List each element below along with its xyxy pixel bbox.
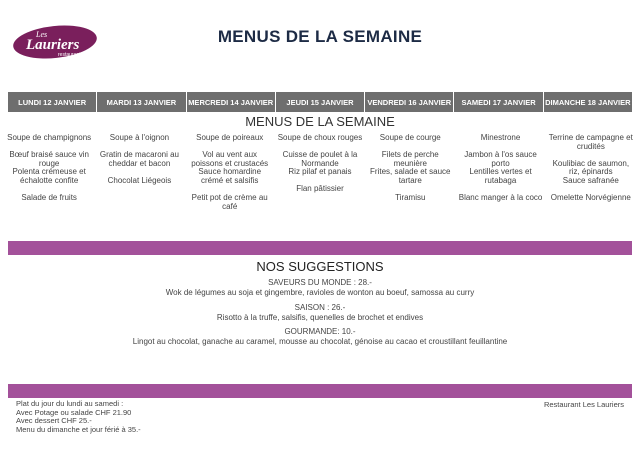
day-header: LUNDI 12 JANVIER (8, 92, 96, 112)
logo-line3: restaurant (58, 52, 81, 58)
day-header: MARDI 13 JANVIER (97, 92, 185, 112)
menu-dish: Omelette Norvégienne (550, 192, 631, 202)
menu-column (455, 134, 545, 220)
divider-band-bottom (8, 384, 632, 398)
menu-dish: Chocolat Liégeois (107, 175, 172, 185)
day-header: DIMANCHE 18 JANVIER (544, 92, 632, 112)
footer-restaurant-name: Restaurant Les Lauriers (543, 400, 624, 409)
menu-dish: Soupe à l'oignon (109, 133, 170, 142)
day-header: SAMEDI 17 JANVIER (454, 92, 542, 112)
menu-dish: Tiramisu (395, 192, 426, 202)
menu-column (365, 134, 455, 220)
menu-dish: Polenta crémeuse et échalotte confite (12, 167, 86, 185)
menu-column (275, 134, 365, 220)
logo-line2: Lauriers (26, 37, 80, 53)
suggestion-text: Risotto à la truffe, salsifis, quenelles de brochet et endives (216, 312, 424, 322)
page-title: MENUS DE LA SEMAINE (217, 27, 423, 46)
suggestion-text: Wok de légumes au soja et gingembre, ravioles de wonton au boeuf, samossa au curry (165, 287, 475, 297)
menu-dish: Sauce homardine (198, 167, 262, 177)
footer-prices (16, 400, 141, 434)
restaurant-logo (12, 24, 98, 60)
day-header-row (8, 92, 632, 112)
menu-dish: Gratin de macaroni au cheddar et bacon (99, 150, 179, 168)
menu-dish: Soupe de choux rouges (277, 133, 363, 142)
menu-column (185, 134, 275, 220)
suggestions-title: NOS SUGGESTIONS (256, 259, 384, 274)
menu-dish: Salade de fruits (21, 192, 77, 202)
menu-column (4, 134, 94, 220)
menu-dish: Bœuf braisé sauce vin rouge (9, 150, 89, 168)
footer-line: Avec Potage ou salade CHF 21.90 (16, 407, 132, 417)
menu-dish: Soupe de courge (379, 133, 441, 142)
day-header: VENDREDI 16 JANVIER (365, 92, 453, 112)
logo-line1: Les (36, 30, 48, 39)
menu-dish: Soupe de poireaux (196, 133, 264, 142)
menu-dish: Riz pilaf et panais (288, 167, 352, 177)
menu-column (94, 134, 184, 220)
suggestion-3 (0, 327, 640, 346)
suggestion-2 (0, 303, 640, 322)
menu-dish: Koulibiac de saumon, riz, épinards (552, 158, 630, 177)
footer-line: Menu du dimanche et jour férié à 35.- (16, 424, 141, 434)
menu-dish: Minestrone (480, 133, 521, 142)
suggestion-heading: SAVEURS DU MONDE : 28.- (268, 278, 372, 287)
menu-dish: Blanc manger à la coco (458, 192, 543, 202)
footer-line: Plat du jour du lundi au samedi : (16, 399, 124, 408)
menu-dish: Jambon à l'os sauce porto (464, 150, 537, 168)
menu-dish: Flan pâtissier (296, 184, 344, 194)
menu-dish: Sauce safranée (562, 175, 619, 185)
menu-columns (4, 134, 636, 220)
menu-dish: Vol au vent aux poissons et crustacés (191, 150, 269, 168)
menu-dish: crémé et salsifis (201, 175, 259, 185)
menu-dish: Cuisse de poulet à la Normande (282, 150, 358, 168)
menu-dish: Terrine de campagne et crudités (548, 133, 633, 151)
menu-dish: Frites, salade et sauce tartare (370, 167, 451, 185)
menu-dish: Lentilles vertes et rutabaga (469, 167, 532, 185)
suggestion-1 (0, 278, 640, 297)
divider-band-top (8, 241, 632, 255)
day-header: JEUDI 15 JANVIER (276, 92, 364, 112)
menu-column (546, 134, 636, 220)
menu-dish: Petit pot de crème au café (191, 192, 268, 211)
menu-dish: Soupe de champignons (7, 133, 92, 142)
menu-dish: Filets de perche meunière (381, 150, 439, 168)
footer-line: Avec dessert CHF 25.- (16, 416, 92, 426)
suggestion-heading: GOURMANDE: 10.- (284, 327, 356, 336)
suggestion-heading: SAISON : 26.- (294, 303, 346, 312)
day-header: MERCREDI 14 JANVIER (187, 92, 275, 112)
menu-heading: MENUS DE LA SEMAINE (245, 114, 395, 129)
suggestion-text: Lingot au chocolat, ganache au caramel, mousse au chocolat, génoise au cacao et croustillant feuillantine (132, 336, 508, 346)
